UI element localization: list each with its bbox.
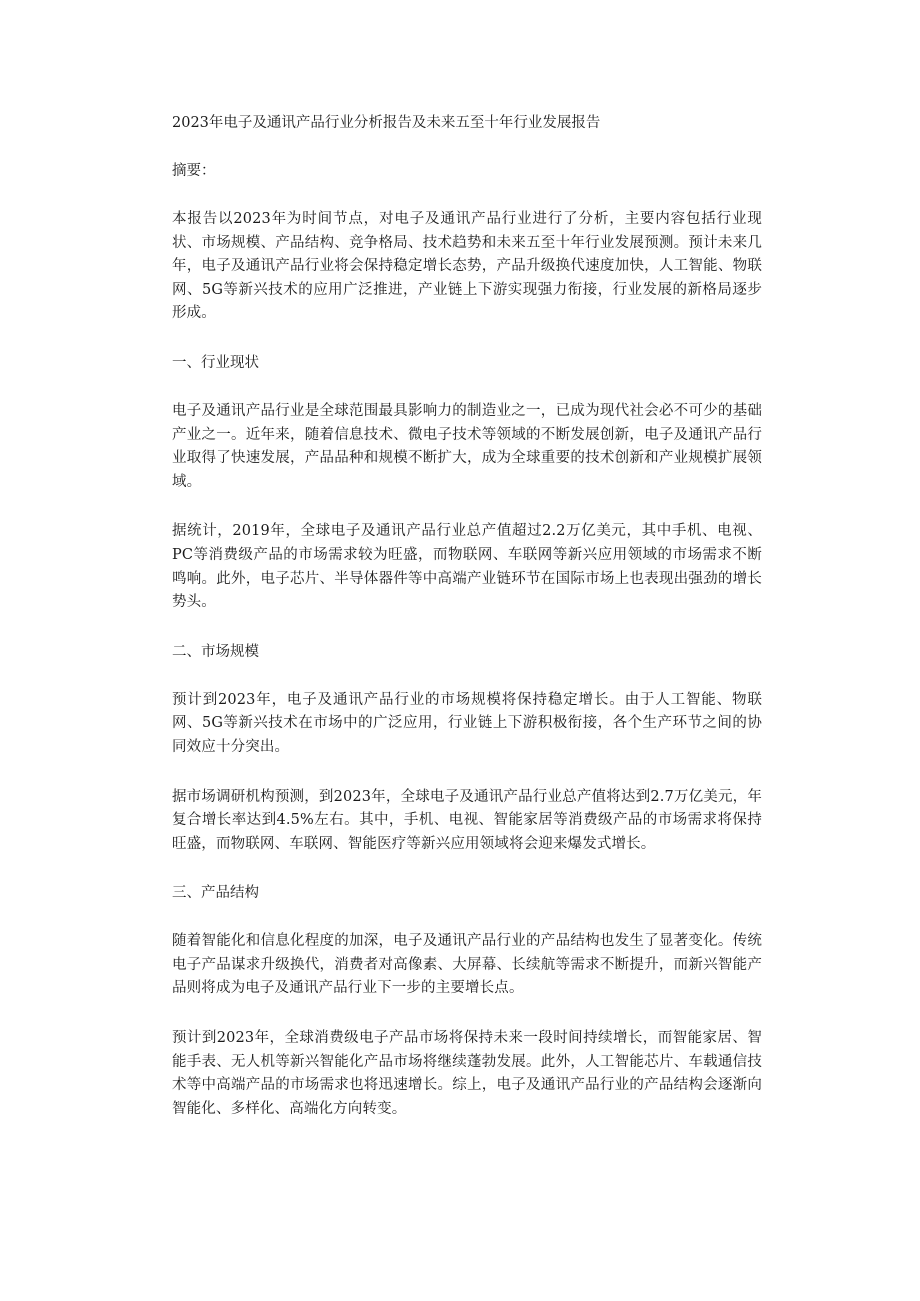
abstract-paragraph: 本报告以2023年为时间节点，对电子及通讯产品行业进行了分析，主要内容包括行业现状、市场规模、产品结构、竞争格局、技术趋势和未来五至十年行业发展预测。预计未来几年，电子及通讯产品行业将会保持稳定增长态势，产品升级换代速度加快，人工智能、物联网、5G等新兴技术的应用广泛推进，产业链上下游实现强力衔接，行业发展的新格局逐步形成。	[172, 211, 762, 322]
section-paragraph: 预计到2023年，全球消费级电子产品市场将保持未来一段时间持续增长，而智能家居、智能手表、无人机等新兴智能化产品市场将继续蓬勃发展。此外，人工智能芯片、车载通信技术等中高端产品的市场需求也将迅速增长。综上，电子及通讯产品行业的产品结构会逐渐向智能化、多样化、高端化方向转变。	[172, 1030, 762, 1117]
section-industry-status	[172, 352, 762, 615]
section-paragraph: 据统计，2019年，全球电子及通讯产品行业总产值超过2.2万亿美元，其中手机、电视、PC等消费级产品的市场需求较为旺盛，而物联网、车联网等新兴应用领域的市场需求不断鸣响。此外，电子芯片、半导体器件等中高端产业链环节在国际市场上也表现出强劲的增长势头。	[172, 523, 762, 611]
document-title: 2023年电子及通讯产品行业分析报告及未来五至十年行业发展报告	[172, 115, 601, 131]
abstract-label: 摘要：	[172, 163, 216, 179]
section-paragraph: 据市场调研机构预测，到2023年，全球电子及通讯产品行业总产值将达到2.7万亿美元，年复合增长率达到4.5%左右。其中，手机、电视、智能家居等消费级产品的市场需求将保持旺盛，而物联网、车联网、智能医疗等新兴应用领域将会迎来爆发式增长。	[172, 788, 762, 852]
section-heading: 一、行业现状	[172, 354, 259, 371]
section-market-size	[172, 641, 762, 857]
section-paragraph: 随着智能化和信息化程度的加深，电子及通讯产品行业的产品结构也发生了显著变化。传统电子产品谋求升级换代，消费者对高像素、大屏幕、长续航等需求不断提升，而新兴智能产品则将成为电子及通讯产品行业下一步的主要增长点。	[172, 933, 762, 997]
section-product-structure	[172, 882, 762, 1121]
section-heading: 二、市场规模	[172, 643, 259, 660]
section-paragraph: 电子及通讯产品行业是全球范围最具影响力的制造业之一，已成为现代社会必不可少的基础产业之一。近年来，随着信息技术、微电子技术等领域的不断发展创新，电子及通讯产品行业取得了快速发展，产品品种和规模不断扩大，成为全球重要的技术创新和产业规模扩展领域。	[172, 402, 762, 490]
section-heading: 三、产品结构	[172, 885, 259, 902]
document-page	[172, 112, 762, 1147]
section-paragraph: 预计到2023年，电子及通讯产品行业的市场规模将保持稳定增长。由于人工智能、物联网、5G等新兴技术在市场中的广泛应用，行业链上下游积极衔接，各个生产环节之间的协同效应十分突出。	[172, 691, 762, 755]
